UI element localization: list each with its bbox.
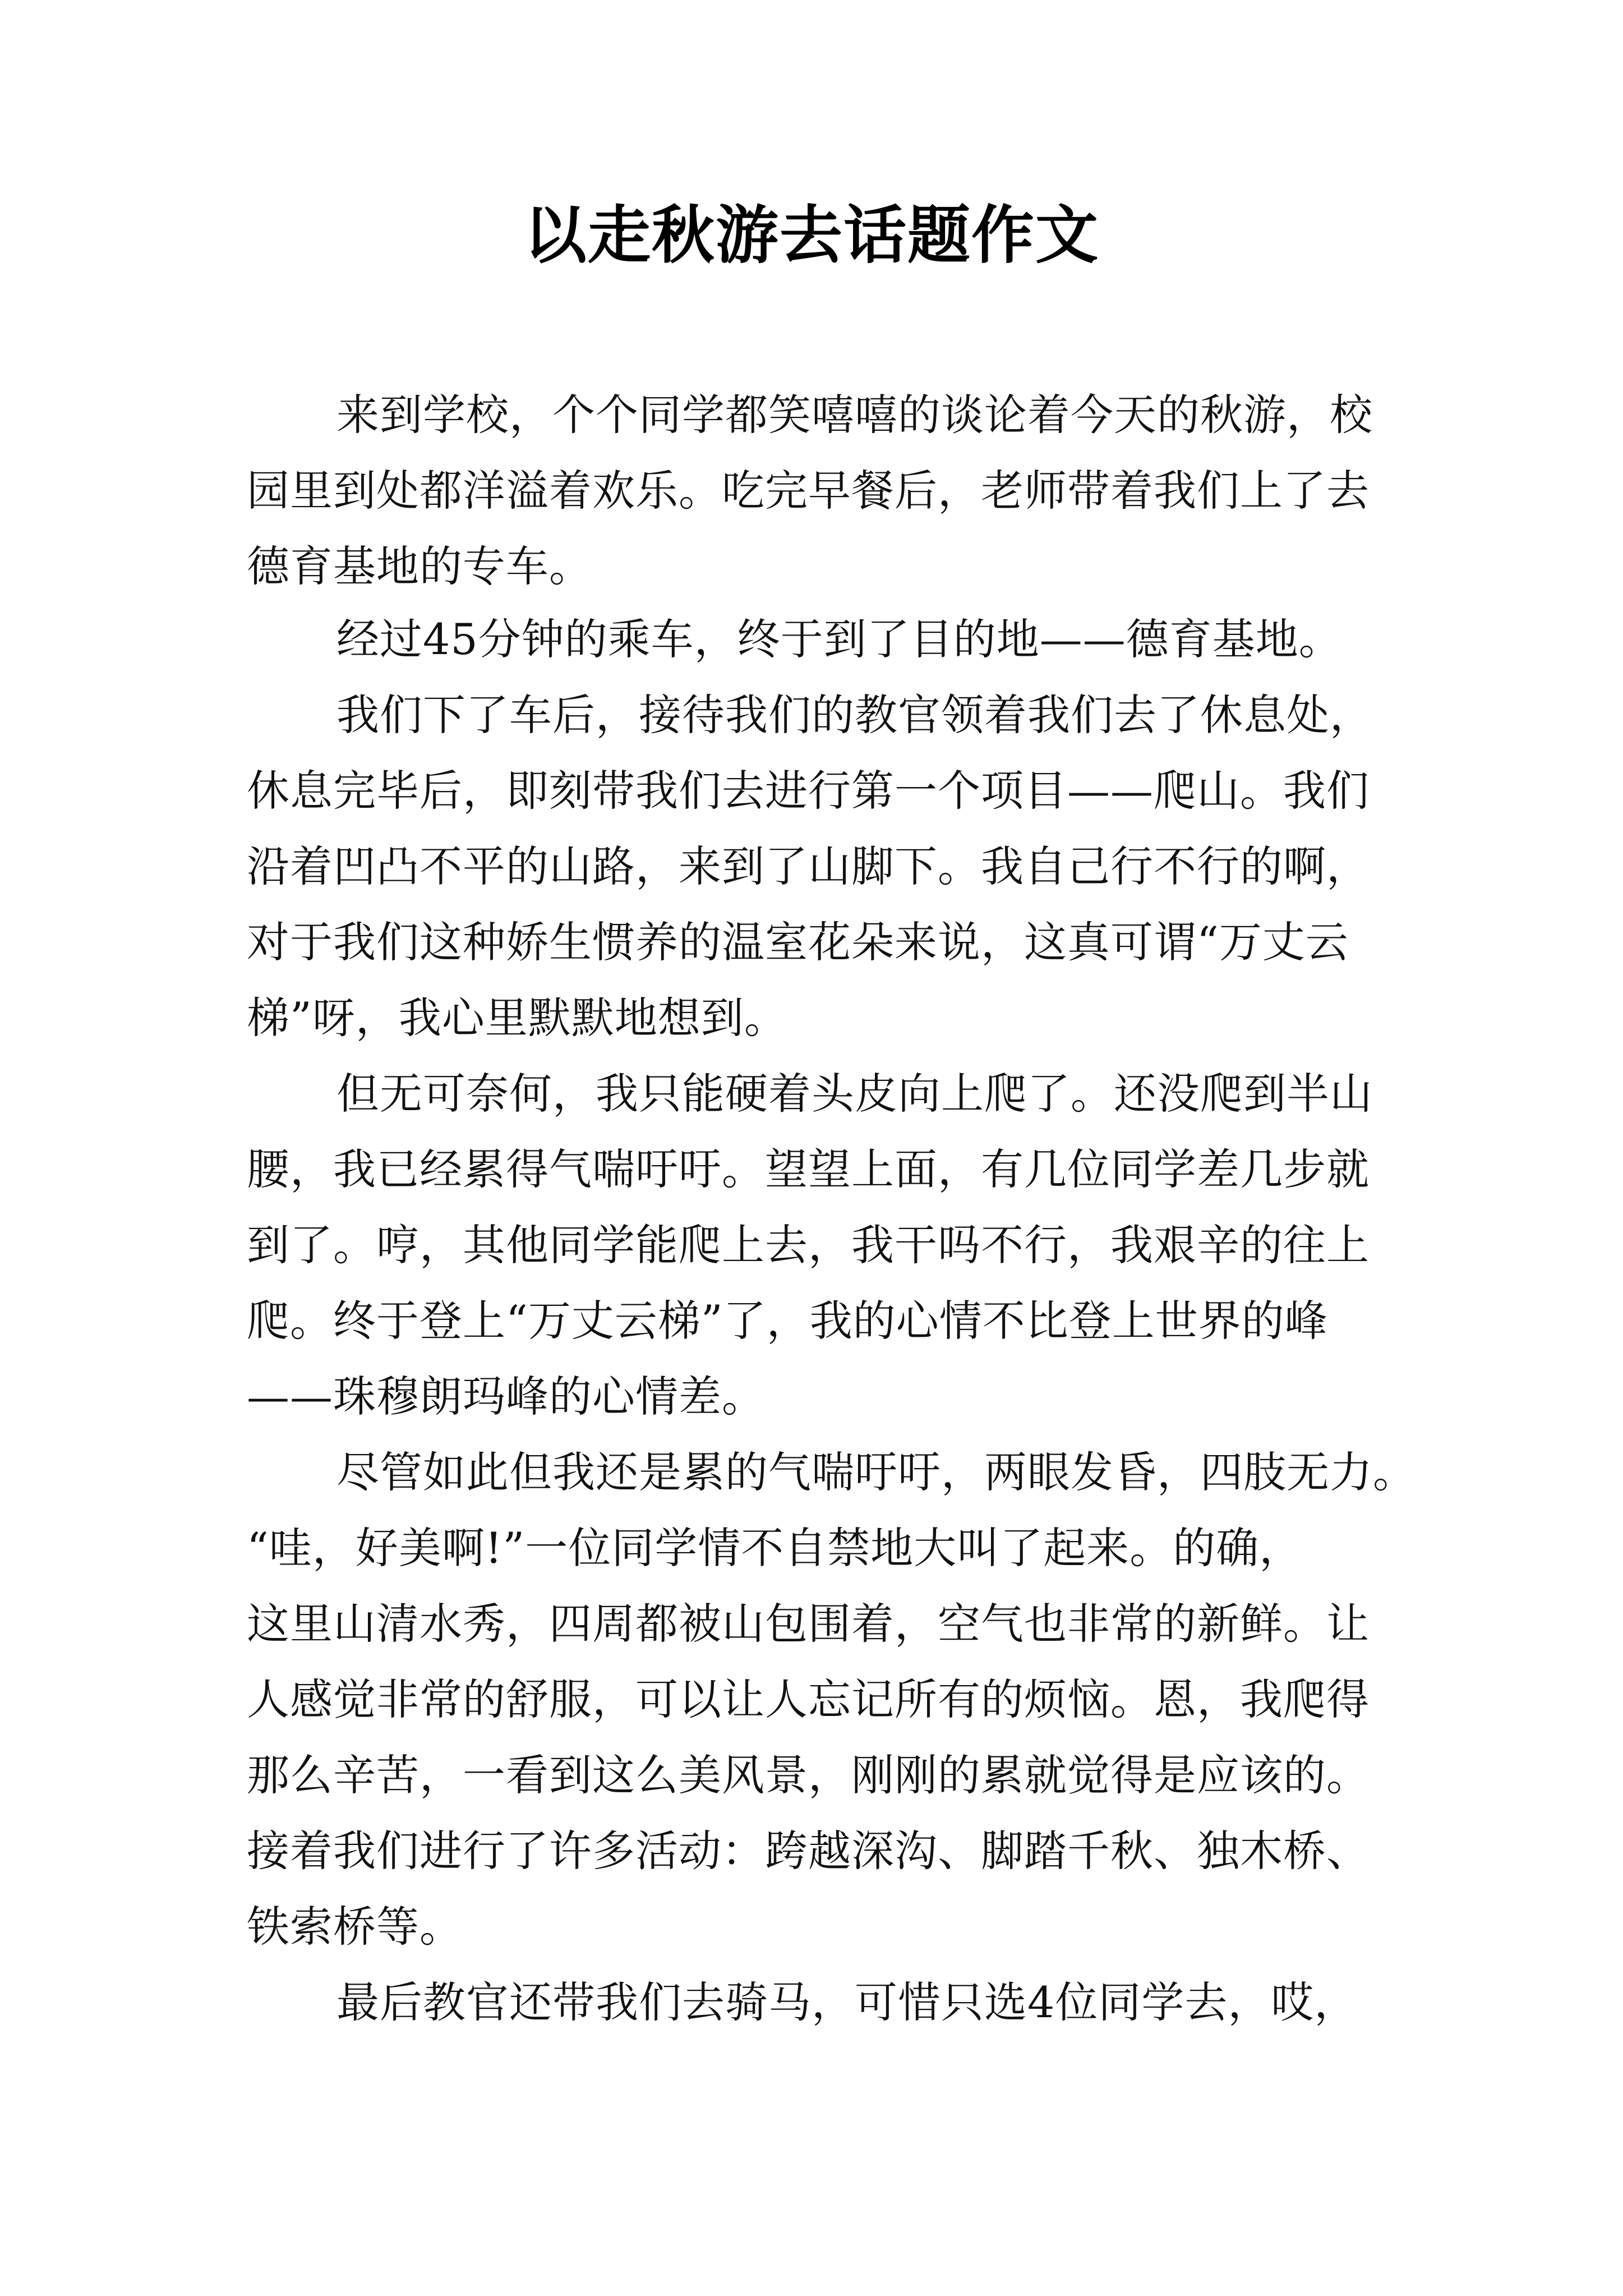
paragraph-line: 到了。哼，其他同学能爬上去，我干吗不行，我艰辛的往上 [247, 1220, 1370, 1270]
paragraph-line: 但无可奈何，我只能硬着头皮向上爬了。还没爬到半山 [336, 1069, 1373, 1119]
paragraph-line: 尽管如此但我还是累的气喘吁吁，两眼发昏，四肢无力。 [336, 1447, 1416, 1497]
paragraph-line: 那么辛苦，一看到这么美风景，刚刚的累就觉得是应该的。 [247, 1750, 1370, 1800]
paragraph-line: “哇，好美啊!”一位同学情不自禁地大叫了起来。的确， [247, 1523, 1303, 1573]
paragraph-line: 接着我们进行了许多活动：跨越深沟、脚踏千秋、独木桥、 [247, 1826, 1370, 1876]
paragraph-line: 人感觉非常的舒服，可以让人忘记所有的烦恼。恩，我爬得 [247, 1674, 1370, 1724]
paragraph-line: 休息完毕后，即刻带我们去进行第一个项目——爬山。我们 [247, 766, 1370, 816]
paragraph-line: 爬。终于登上“万丈云梯”了，我的心情不比登上世界的峰 [247, 1296, 1328, 1346]
paragraph-line: 最后教官还带我们去骑马，可惜只选4位同学去，哎， [336, 1977, 1358, 2027]
paragraph-line: 来到学校，个个同学都笑嘻嘻的谈论着今天的秋游，校 [336, 390, 1373, 440]
paragraph-line: 这里山清水秀，四周都被山包围着，空气也非常的新鲜。让 [247, 1599, 1370, 1649]
paragraph-line: 德育基地的专车。 [247, 541, 592, 591]
paragraph-line: 铁索桥等。 [247, 1902, 463, 1952]
paragraph-line: 沿着凹凸不平的山路，来到了山脚下。我自己行不行的啊， [247, 841, 1370, 891]
document-title: 以走秋游去话题作文 [524, 199, 1099, 272]
paragraph-line: ——珠穆朗玛峰的心情差。 [247, 1372, 765, 1421]
paragraph-line: 对于我们这种娇生惯养的温室花朵来说，这真可谓“万丈云 [247, 917, 1349, 967]
paragraph-line: 经过45分钟的乘车，终于到了目的地——德育基地。 [336, 614, 1342, 664]
paragraph-line: 我们下了车后，接待我们的教官领着我们去了休息处， [336, 690, 1373, 740]
paragraph-line: 梯”呀，我心里默默地想到。 [247, 993, 787, 1043]
paragraph-line: 园里到处都洋溢着欢乐。吃完早餐后，老师带着我们上了去 [247, 466, 1370, 516]
paragraph-line: 腰，我已经累得气喘吁吁。望望上面，有几位同学差几步就 [247, 1144, 1370, 1194]
